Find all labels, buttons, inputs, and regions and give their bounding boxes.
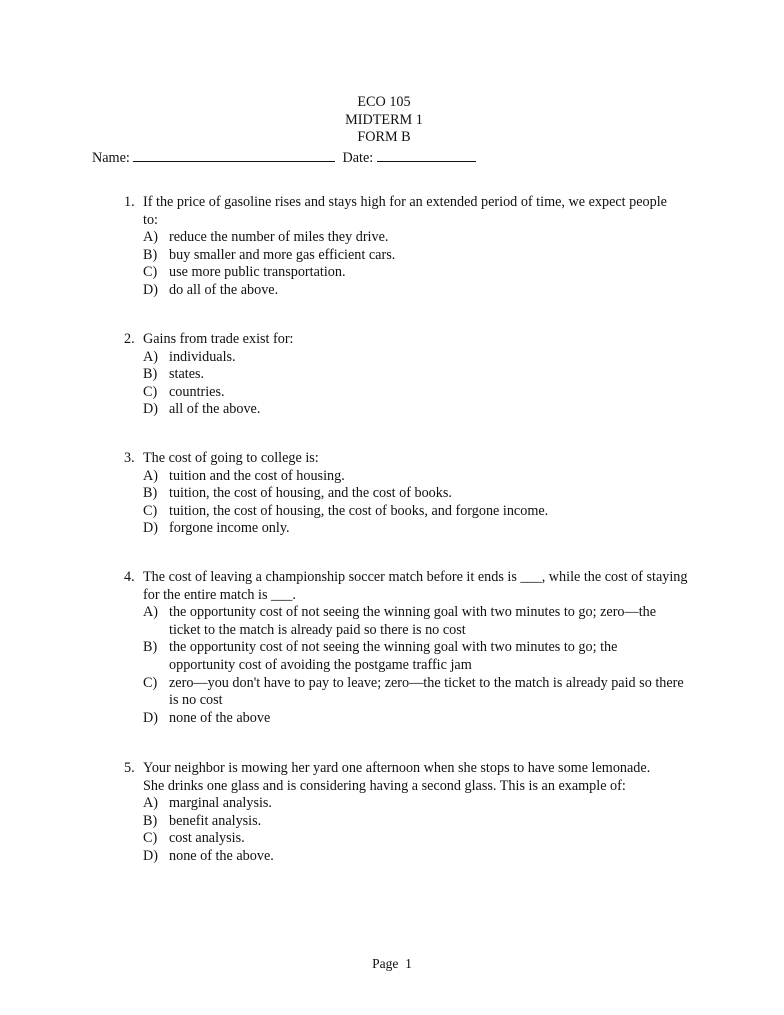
choice-b: [124, 485, 684, 503]
choice-list: [124, 604, 684, 727]
choice-d: [124, 401, 684, 419]
choice-c: [124, 830, 684, 848]
question-2: [124, 331, 684, 419]
question-number: 1.: [124, 194, 135, 210]
name-label: Name:: [92, 150, 130, 166]
question-3: [124, 450, 684, 538]
course-title: ECO 105: [357, 94, 411, 110]
choice-letter: B): [143, 485, 158, 502]
choice-text: do all of the above.: [169, 281, 279, 298]
question-number: 4.: [124, 569, 135, 585]
question-5: [124, 760, 684, 866]
choice-text: cost analysis.: [169, 830, 245, 847]
choice-text: reduce the number of miles they drive.: [169, 229, 389, 246]
choice-letter: A): [143, 795, 158, 812]
question-text: If the price of gasoline rises and stays high for an extended period of time, we expect people to:: [143, 194, 667, 228]
choice-a: [124, 795, 684, 813]
date-label: Date:: [342, 150, 374, 166]
choice-b: [124, 813, 684, 831]
page-number: Page 1: [372, 956, 412, 971]
exam-header: [0, 94, 784, 147]
choice-letter: A): [143, 604, 158, 621]
choice-letter: D): [143, 520, 158, 537]
choice-text: none of the above: [169, 709, 271, 726]
choice-letter: C): [143, 502, 158, 519]
question-4: [124, 569, 688, 727]
choice-d: [124, 848, 684, 866]
choice-text: tuition, the cost of housing, and the cost of books.: [169, 485, 452, 502]
page-footer: [0, 955, 784, 973]
name-date-row: [92, 147, 476, 168]
choice-letter: B): [143, 639, 158, 656]
question-1: [124, 194, 684, 300]
choice-text: the opportunity cost of not seeing the winning goal with two minutes to go; the opportunity cost of avoiding the postgame traffic jam: [169, 639, 618, 673]
choice-text: countries.: [169, 383, 225, 400]
question-text: Gains from trade exist for:: [143, 331, 294, 347]
choice-letter: C): [143, 383, 158, 400]
choice-list: [124, 795, 684, 865]
choice-letter: D): [143, 401, 158, 418]
choice-text: individuals.: [169, 348, 236, 365]
choice-letter: A): [143, 467, 158, 484]
choice-text: buy smaller and more gas efficient cars.: [169, 246, 396, 263]
choice-letter: C): [143, 264, 158, 281]
choice-text: the opportunity cost of not seeing the winning goal with two minutes to go; zero—the ticket to the match is already paid so there is no cost: [169, 604, 657, 638]
choice-a: [124, 468, 684, 486]
choice-list: [124, 349, 684, 419]
choice-d: [124, 282, 684, 300]
choice-b: [124, 639, 669, 674]
choice-c: [124, 503, 684, 521]
exam-title: MIDTERM 1: [345, 111, 423, 128]
choice-text: tuition and the cost of housing.: [169, 467, 345, 484]
form-title: FORM B: [357, 129, 411, 146]
choice-c: [124, 384, 684, 402]
choice-letter: A): [143, 229, 158, 246]
choice-d: [124, 520, 684, 538]
choice-text: tuition, the cost of housing, the cost of books, and forgone income.: [169, 502, 549, 519]
choice-text: forgone income only.: [169, 520, 290, 537]
choice-c: [124, 675, 689, 710]
choice-b: [124, 247, 684, 265]
choice-a: [124, 349, 684, 367]
question-number: 5.: [124, 760, 135, 776]
choice-letter: B): [143, 812, 158, 829]
question-text: Your neighbor is mowing her yard one afternoon when she stops to have some lemonade. She drinks one glass and is considering having a second glass. This is an example of:: [143, 760, 651, 794]
choice-letter: C): [143, 830, 158, 847]
choice-list: [124, 229, 684, 299]
choice-text: all of the above.: [169, 401, 261, 418]
choice-letter: D): [143, 281, 158, 298]
choice-letter: A): [143, 348, 158, 365]
choice-letter: D): [143, 847, 158, 864]
question-text: The cost of going to college is:: [143, 450, 319, 466]
choice-letter: D): [143, 709, 158, 726]
choice-letter: C): [143, 674, 158, 691]
choice-list: [124, 468, 684, 538]
choice-text: zero—you don't have to pay to leave; zero—the ticket to the match is already paid so there is no cost: [169, 674, 684, 709]
choice-text: marginal analysis.: [169, 795, 272, 812]
date-blank-line: [377, 147, 476, 162]
name-blank-line: [133, 147, 335, 162]
choice-text: states.: [169, 366, 205, 383]
choice-b: [124, 366, 684, 384]
question-text: The cost of leaving a championship soccer match before it ends is ___, while the cost of staying for the entire match is ___.: [143, 569, 688, 603]
choice-text: benefit analysis.: [169, 812, 262, 829]
choice-a: [124, 604, 669, 639]
choice-letter: B): [143, 366, 158, 383]
choice-text: use more public transportation.: [169, 264, 346, 281]
choice-text: none of the above.: [169, 847, 274, 864]
choice-d: [124, 710, 684, 728]
choice-a: [124, 229, 684, 247]
question-number: 2.: [124, 331, 135, 347]
question-number: 3.: [124, 450, 135, 466]
choice-letter: B): [143, 246, 158, 263]
choice-c: [124, 264, 684, 282]
